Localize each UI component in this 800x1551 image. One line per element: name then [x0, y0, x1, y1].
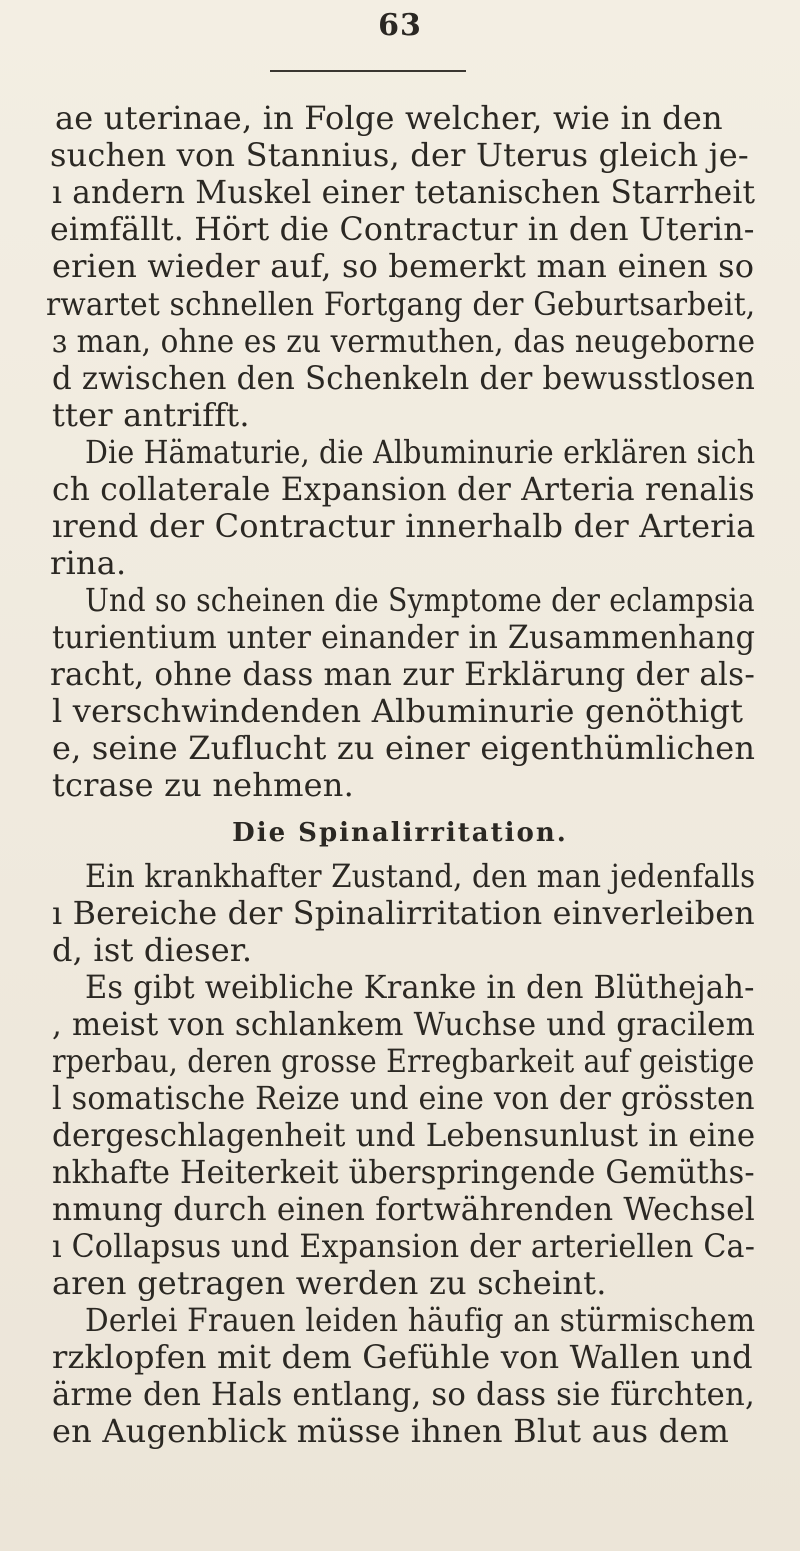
- text-line: Es gibt weibliche Kranke in den Blüthejah-: [85, 968, 755, 1006]
- text-line: Und so scheinen die Symptome der eclampsia: [85, 581, 755, 619]
- text-line: ı andern Muskel einer tetanischen Starrheit: [52, 173, 756, 211]
- text-line: d zwischen den Schenkeln der bewusstlosen: [52, 359, 756, 397]
- text-line: ärme den Hals entlang, so dass sie fürchten,: [52, 1375, 755, 1413]
- text-line: ırend der Contractur innerhalb der Arteria: [52, 507, 756, 545]
- text-line: ɜ man, ohne es zu vermuthen, das neugeborne: [52, 322, 756, 360]
- text-line: rperbau, deren grosse Erregbarkeit auf geistige: [52, 1042, 755, 1080]
- text-line: tcrase zu nehmen.: [52, 766, 354, 804]
- text-line: nkhafte Heiterkeit überspringende Gemüths-: [52, 1153, 755, 1191]
- text-line: en Augenblick müsse ihnen Blut aus dem: [52, 1412, 730, 1450]
- text-line: nmung durch einen fortwährenden Wechsel: [52, 1190, 755, 1228]
- text-line: rina.: [50, 544, 127, 582]
- text-line: d, ist dieser.: [52, 931, 253, 969]
- header-rule: [270, 70, 466, 72]
- text-line: e, seine Zuflucht zu einer eigenthümlichen: [52, 729, 756, 767]
- text-line: l somatische Reize und eine von der grössten: [52, 1079, 755, 1117]
- text-line: ı Bereiche der Spinalirritation einverleiben: [52, 894, 755, 932]
- text-line: aren getragen werden zu scheint.: [52, 1264, 607, 1302]
- text-line: rwartet schnellen Fortgang der Geburtsarbeit,: [46, 285, 756, 323]
- text-line: Die Hämaturie, die Albuminurie erklären sich: [85, 433, 756, 471]
- text-line: rzklopfen mit dem Gefühle von Wallen und: [52, 1338, 753, 1376]
- text-line: suchen von Stannius, der Uterus gleich je-: [50, 136, 749, 174]
- text-line: ae uterinae, in Folge welcher, wie in den: [55, 99, 723, 137]
- text-line: eimfällt. Hört die Contractur in den Uterin-: [50, 210, 755, 248]
- text-line: l verschwindenden Albuminurie genöthigt: [52, 692, 744, 730]
- section-heading: Die Spinalirritation.: [232, 818, 568, 848]
- text-line: dergeschlagenheit und Lebensunlust in eine: [52, 1116, 756, 1154]
- text-line: tter antrifft.: [52, 396, 250, 434]
- text-line: erien wieder auf, so bemerkt man einen so: [52, 247, 755, 285]
- text-line: , meist von schlankem Wuchse und gracilem: [52, 1005, 756, 1043]
- text-line: Ein krankhafter Zustand, den man jedenfalls: [85, 857, 756, 895]
- text-line: Derlei Frauen leiden häufig an stürmischem: [85, 1301, 756, 1339]
- text-line: ı Collapsus und Expansion der arteriellen Ca-: [52, 1227, 756, 1265]
- text-line: ch collaterale Expansion der Arteria renalis: [52, 470, 755, 508]
- page-number: 63: [378, 8, 422, 43]
- text-line: racht, ohne dass man zur Erklärung der als-: [50, 655, 756, 693]
- text-line: turientium unter einander in Zusammenhang: [52, 618, 756, 656]
